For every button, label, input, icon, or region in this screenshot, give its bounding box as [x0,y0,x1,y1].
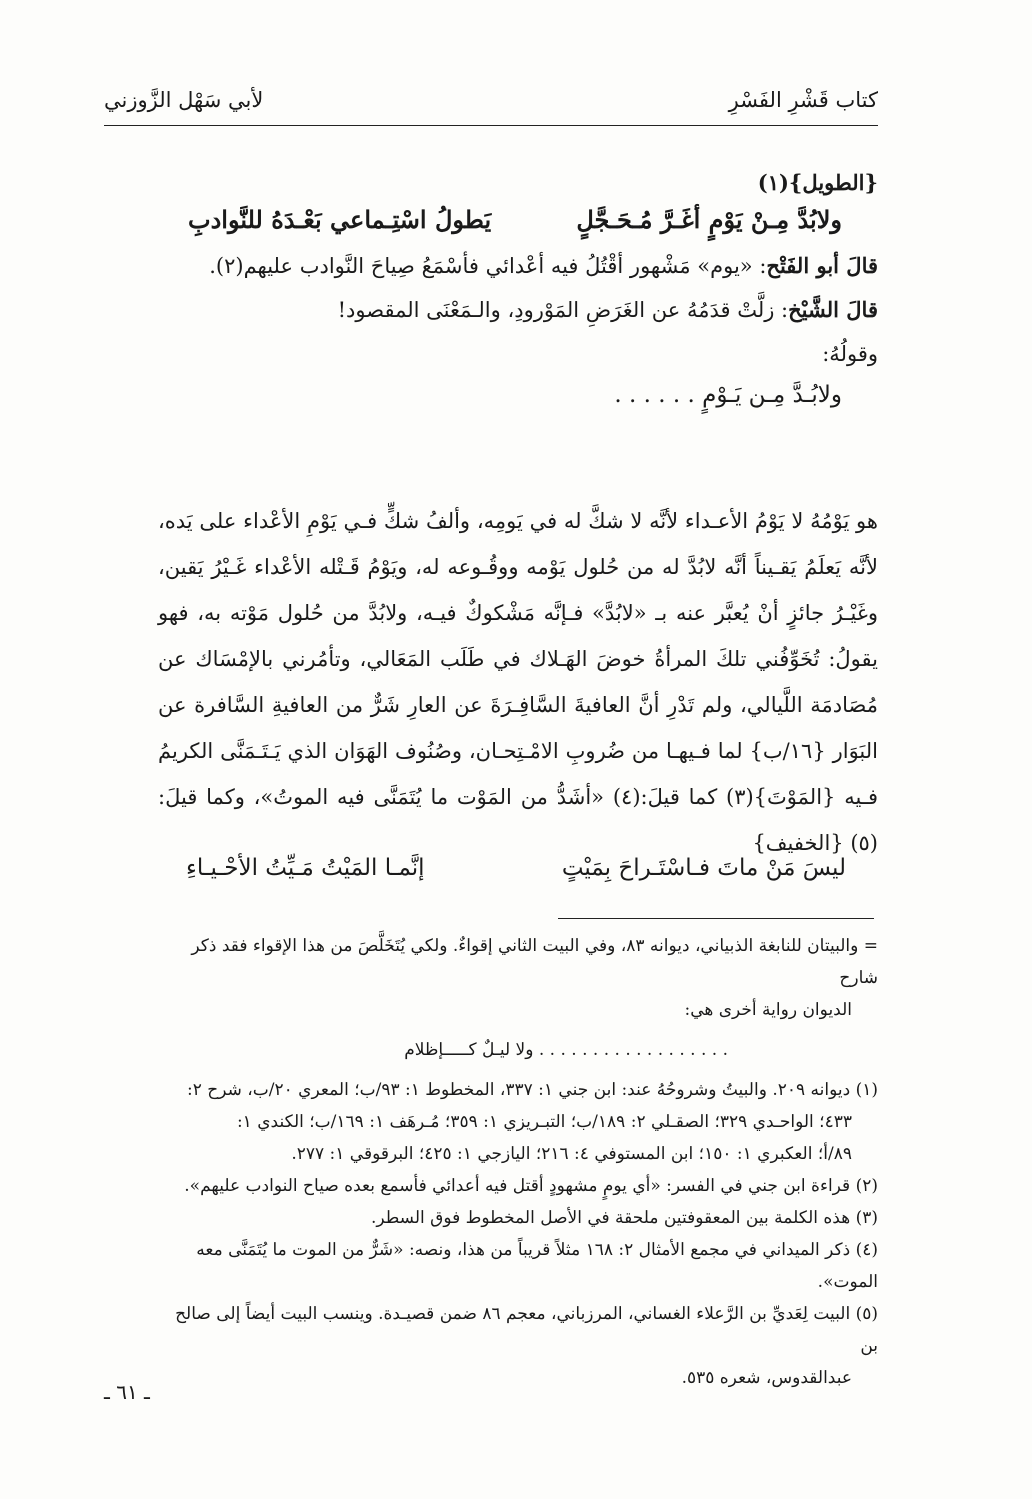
footnote-2: (٢) قراءة ابن جني في الفسر: «أي يومٍ مشهودٍ أقتل فيه أعدائي فأسمع بعده صياح النوادب عليهم». [184,1176,878,1196]
meter-label: {الطويل}(١) [757,170,878,195]
footnotes [158,930,878,1394]
author-name: لأبي سَهْل الزَّوزني [104,88,264,112]
running-header [104,82,878,122]
footnote-4: (٤) ذكر الميداني في مجمع الأمثال ٢: ١٦٨ مثلاً قريباً من هذا، ونصه: «شَرٌّ من الموت ما يُتَمَنَّى معه الموت». [196,1240,878,1292]
page-number: ـ ٦١ ـ [104,1380,150,1404]
header-divider [104,125,878,126]
commentary-1-text: : «يوم» مَشْهور أقْتُلُ فيه أعْدائي فأسْمَعُ صِياحَ النَّوادب عليهم(٢). [209,254,767,278]
footnote-5: (٥) البيت لِعَديِّ بن الرَّعلاء الغساني، المرزباني، معجم ٨٦ ضمن قصيـدة. وينسب البيت أيضاً إلى صالح بن [175,1304,878,1356]
commentary-line-2 [158,288,878,332]
footnote-continuation: = والبيتان للنابغة الذبياني، ديوانه ٨٣، وفي البيت الثاني إقواءٌ. ولكي يُتَخَلَّصَ من هذا الإقواء فقد ذكر شارح [191,936,878,988]
footnote-divider [558,918,874,919]
book-title: كتاب قَشْرِ الفَسْرِ [728,88,878,112]
footnote-verse-dots: . . . . . . . . . . . . . . . . . . ولا ليـلٌ كـــــإظلام [404,1040,728,1060]
footnote-1: (١) ديوانه ٢٠٩. والبيتُ وشروحُهُ عند: ابن جني ١: ٣٣٧، المخطوط ١: ٩٣/ب؛ المعري ٢٠/ب، شرح ٢: [187,1080,878,1100]
footnote-continuation-2: الديوان رواية أخرى هي: [684,1000,852,1020]
verse-1-hemistich-b: يَطولُ اسْتِـماعي بَعْـدَهُ للنَّوادبِ [188,205,492,234]
verse-1-hemistich-a: ولابُدَّ مِـنْ يَوْمٍ أغَـرَّ مُـحَـجَّلٍ [576,205,842,234]
verse-2 [186,855,846,881]
footnote-3: (٣) هذه الكلمة بين المعقوفتين ملحقة في الأصل المخطوط فوق السطر. [370,1208,878,1228]
verse-2-hemistich-b: إنَّمـا المَيْتُ مَـيِّتُ الأحْـيـاءِ [186,855,425,881]
footnote-5-line-2: عبدالقدوس، شعره ٥٣٥. [681,1368,852,1388]
verse-2-hemistich-a: ليسَ مَنْ ماتَ فـاسْتَـراحَ بِمَيْتٍ [561,855,846,881]
speaker-abu-al-fath: قالَ أبو الفَتْح [766,253,878,278]
footnote-1-line-3: ٨٩/أ؛ العكبري ١: ١٥٠؛ ابن المستوفي ٤: ٢١٦؛ اليازجي ١: ٤٢٥؛ البرقوقي ١: ٢٧٧. [291,1144,852,1164]
verse-1 [158,205,878,234]
commentary-line-3: وقولُهُ: [822,342,878,366]
verse-partial: ولابُـدَّ مِـن يَـوْمٍ . . . . . . [614,382,842,408]
footnote-1-line-2: ٤٣٣؛ الواحـدي ٣٢٩؛ الصقـلي ٢: ١٨٩/ب؛ التبـريزي ١: ٣٥٩؛ مُـرهَف ١: ١٦٩/ب؛ الكندي ١: [236,1112,852,1132]
commentary-line-1 [158,244,878,288]
speaker-sheikh: قالَ الشَّيْخ [788,297,878,322]
commentary-2-text: : زلَّتْ قدَمُهُ عن الغَرَضِ المَوْرودِ، والـمَعْنَى المقصود! [337,298,789,322]
main-text [158,170,878,418]
prose-paragraph: هو يَوْمُهُ لا يَوْمُ الأعـداء لأنَّه لا شكَّ له في يَومِه، وألفُ شكٍّ فـي يَوْمِ الأعْداء على يَده، لأنَّه يَعلَمُ يَقـيناً أنَّه لابُدَّ له من حُلول يَوْمه ووقُـوعه له، ويَوْمُ قَـتْله الأعْداء غَـيْرُ يَقين، وغَيْـرُ جائزٍ أنْ يُعبَّر عنه بـ «لابُدَّ» فـإنَّه مَشْكوكٌ فيـه، ولابُدَّ من حُلول مَوْته به، فهو يقولُ: تُخَوِّفُني تلكَ المرأةُ خوضَ الهَـلاك في طَلَب المَعَالي، وتأمُرني بالإمْسَاك عن مُصَادمَة اللَّيالي، ولم تَدْرِ أنَّ العافيةَ السَّافِـرَةَ عن العارِ شَرٌّ من العافيةِ السَّافرة عن البَوَار {١٦/ب} لما فـيهـا من ضُروبِ الامْـتِحـان، وصُنُوف الهَوَان الذي يَـتَـمَنَّى الكريمُ فـيه {المَوْتَ}(٣) كما قيلَ:(٤) «أشَدُّ من المَوْت ما يُتَمَنَّى فيه الموتُ»، وكما قيلَ:(٥) {الخفيف} [158,509,878,855]
